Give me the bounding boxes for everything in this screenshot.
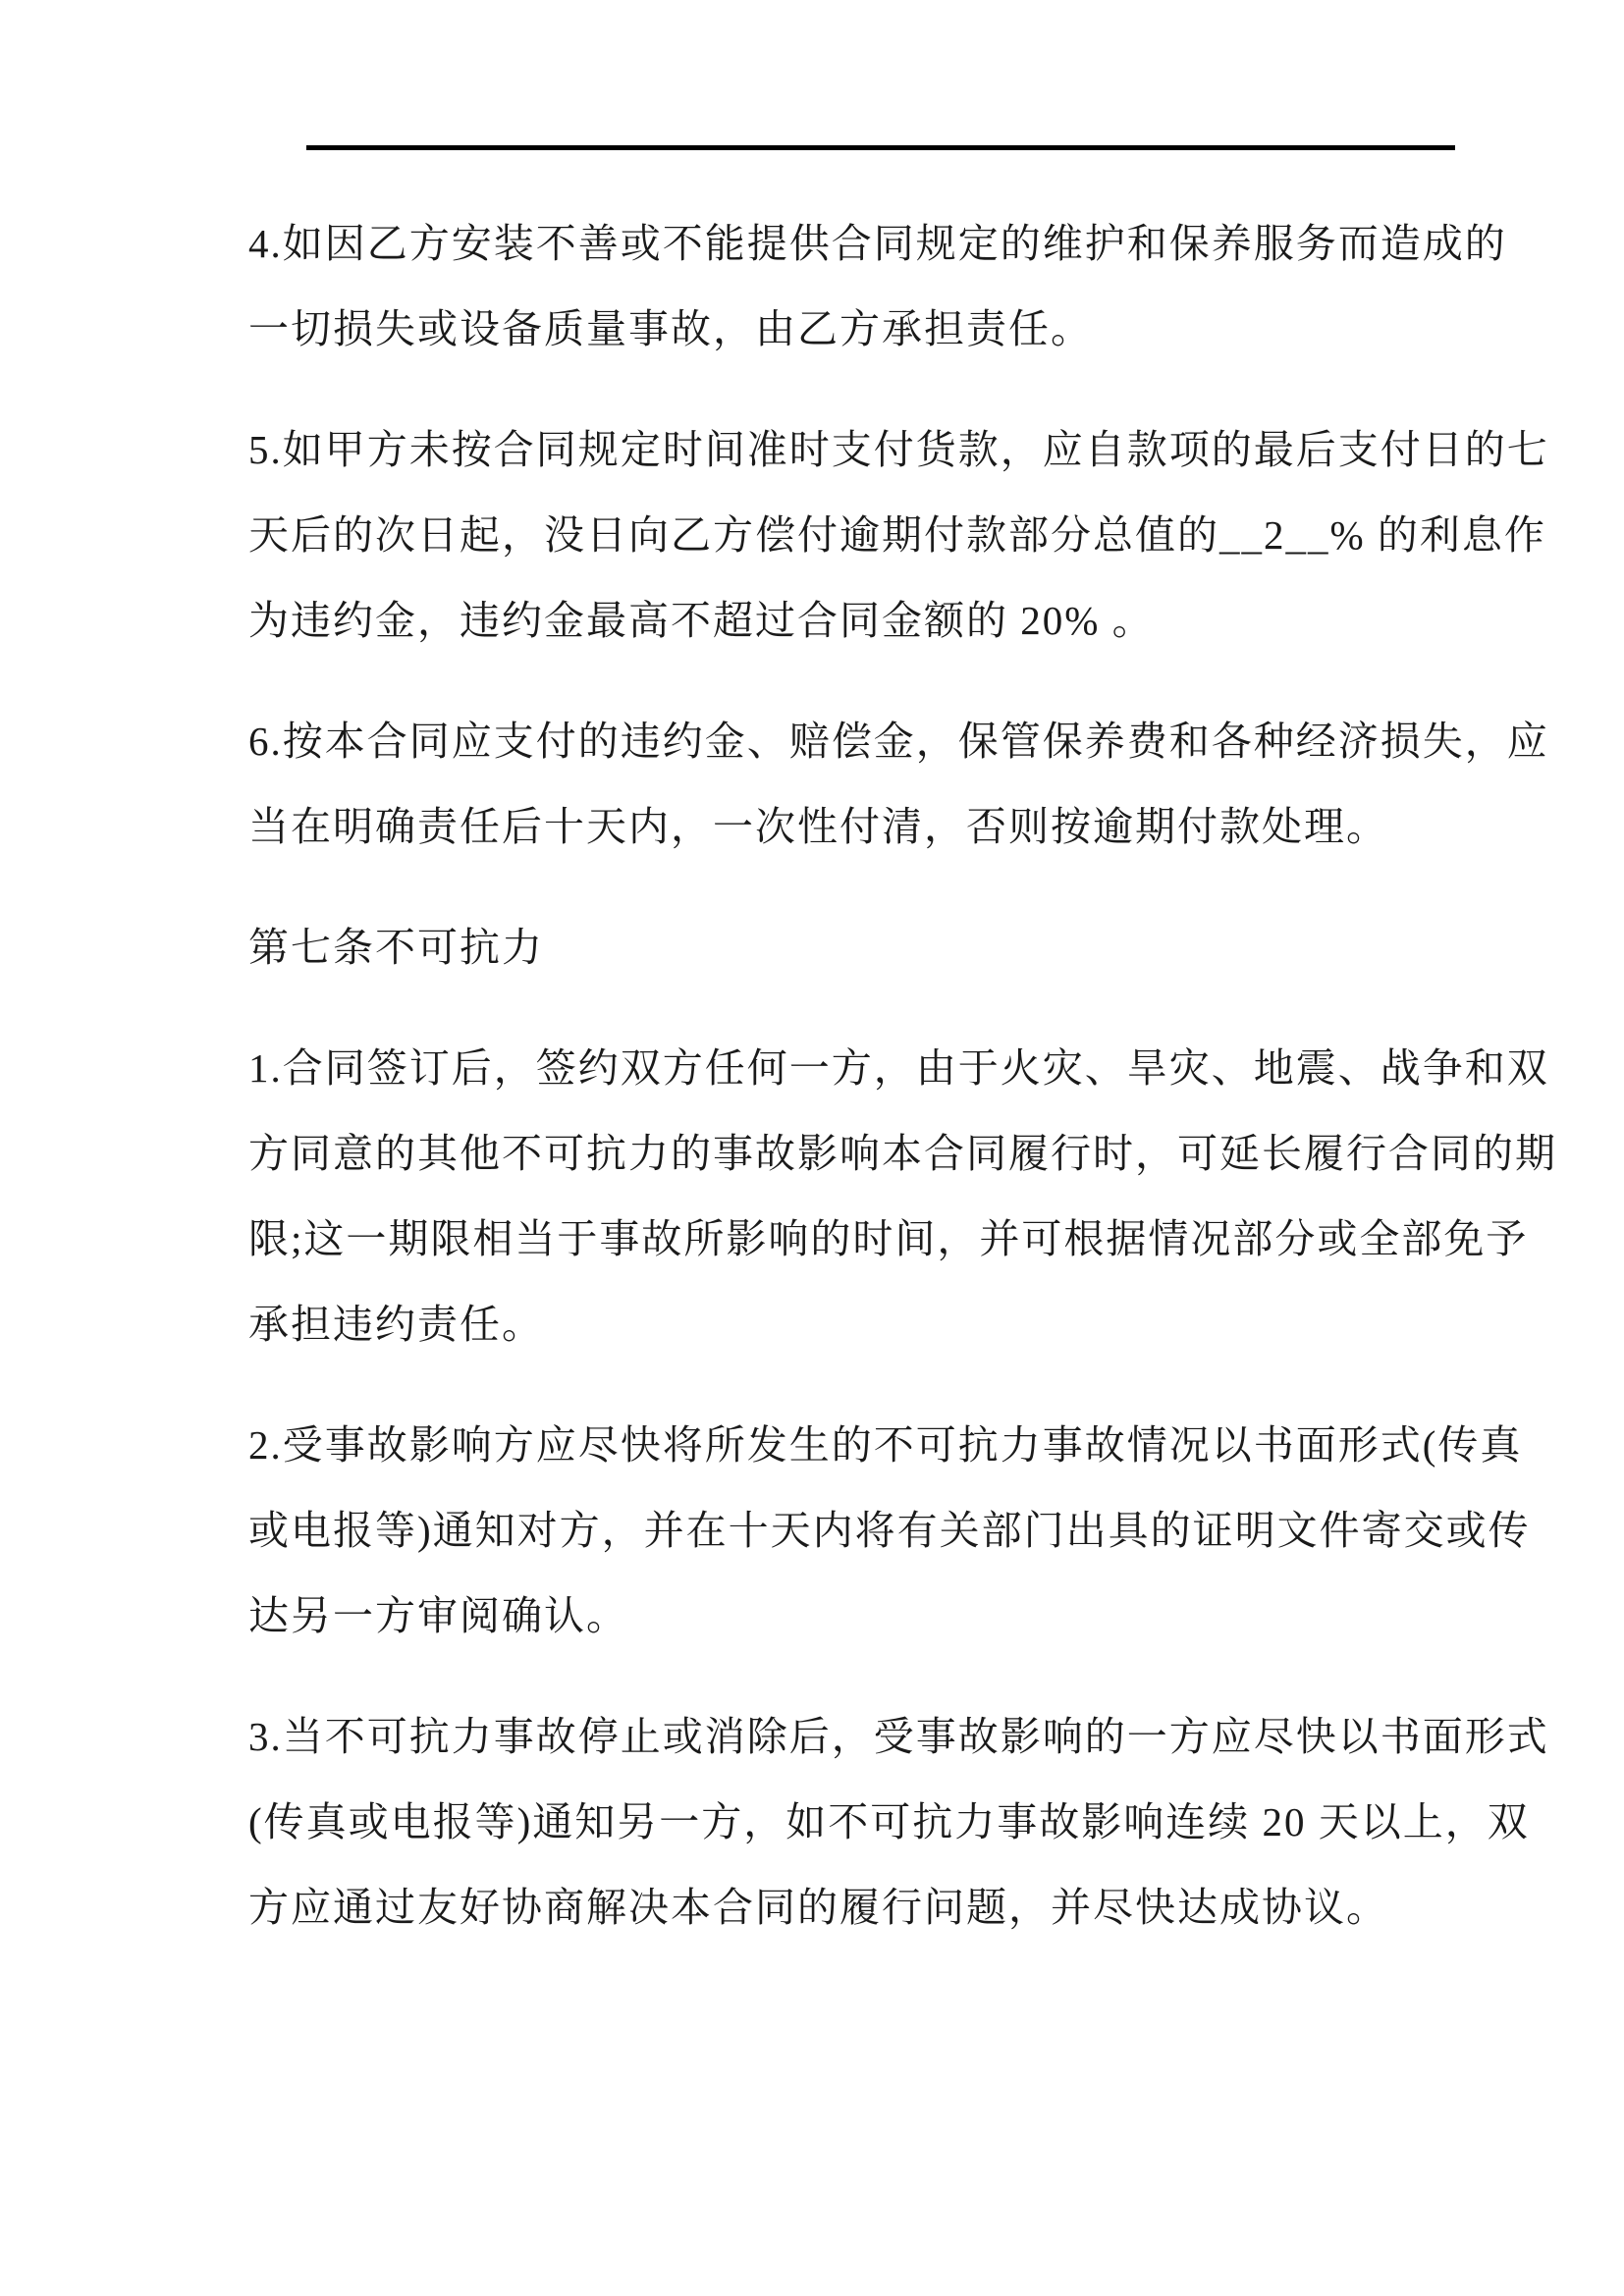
article-7-clause-3: [248, 1694, 1549, 1950]
article-7-clause-1-line-1: 1.合同签订后，签约双方任何一方，由于火灾、旱灾、地震、战争和双: [248, 1045, 1549, 1091]
article-7-clause-3-line-2: (传真或电报等)通知另一方，如不可抗力事故影响连续 20 天以上，双: [248, 1799, 1530, 1844]
clause-6-line-1: 6.按本合同应支付的违约金、赔偿金，保管保养费和各种经济损失，应: [248, 719, 1549, 764]
clause-5-line-2: 天后的次日起，没日向乙方偿付逾期付款部分总值的__2__% 的利息作: [248, 512, 1546, 558]
clause-6: [248, 699, 1549, 870]
article-7-clause-2-line-1: 2.受事故影响方应尽快将所发生的不可抗力事故情况以书面形式(传真: [248, 1422, 1523, 1468]
clause-4: [248, 201, 1507, 372]
article-7-heading: [248, 905, 1466, 990]
article-7-clause-3-line-1: 3.当不可抗力事故停止或消除后，受事故影响的一方应尽快以书面形式: [248, 1714, 1549, 1759]
clause-5: [248, 407, 1549, 664]
article-7-clause-3-line-3: 方应通过友好协商解决本合同的履行问题，并尽快达成协议。: [248, 1885, 1388, 1930]
clause-4-line-2: 一切损失或设备质量事故，由乙方承担责任。: [248, 306, 1093, 351]
article-7-clause-1-line-3: 限;这一期限相当于事故所影响的时间，并可根据情况部分或全部免予: [248, 1216, 1529, 1261]
article-7-heading-line-1: 第七条不可抗力: [248, 925, 544, 970]
article-7-clause-1: [248, 1026, 1557, 1367]
clause-5-line-1: 5.如甲方未按合同规定时间准时支付货款，应自款项的最后支付日的七: [248, 427, 1549, 472]
clause-6-line-2: 当在明确责任后十天内，一次性付清，否则按逾期付款处理。: [248, 804, 1388, 849]
header-rule: [306, 145, 1455, 150]
document-body: [248, 201, 1557, 1986]
clause-4-line-1: 4.如因乙方安装不善或不能提供合同规定的维护和保养服务而造成的: [248, 221, 1507, 266]
article-7-clause-2-line-2: 或电报等)通知对方，并在十天内将有关部门出具的证明文件寄交或传: [248, 1508, 1531, 1553]
article-7-clause-1-line-4: 承担违约责任。: [248, 1302, 544, 1347]
article-7-clause-2: [248, 1403, 1531, 1659]
clause-5-line-3: 为违约金，违约金最高不超过合同金额的 20% 。: [248, 598, 1155, 643]
article-7-clause-1-line-2: 方同意的其他不可抗力的事故影响本合同履行时，可延长履行合同的期: [248, 1131, 1557, 1176]
article-7-clause-2-line-3: 达另一方审阅确认。: [248, 1593, 628, 1638]
